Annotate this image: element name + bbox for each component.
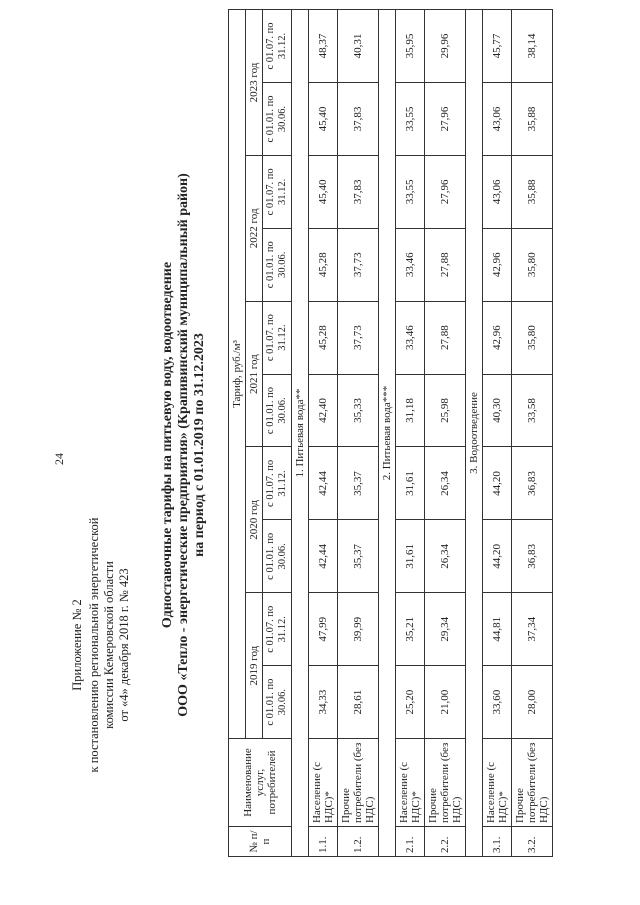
row-number: 3.1. xyxy=(483,827,512,857)
header-half-1: с 01.01. по 30.06. xyxy=(263,520,292,593)
tariff-value: 35,37 xyxy=(338,520,379,593)
tariff-value: 45,77 xyxy=(483,10,512,83)
tariff-value: 31,18 xyxy=(396,374,425,447)
tariff-value: 47,99 xyxy=(309,593,338,666)
tariff-value: 45,28 xyxy=(309,228,338,301)
appendix-line: к постановлению региональной энергетической xyxy=(87,517,101,773)
tariff-value: 35,80 xyxy=(512,228,553,301)
tariff-value: 48,37 xyxy=(309,10,338,83)
tariff-value: 27,88 xyxy=(425,228,466,301)
row-number: 2.1. xyxy=(396,827,425,857)
document-title-line: на период с 01.01.2019 по 31.12.2023 xyxy=(192,333,207,557)
header-year: 2019 год xyxy=(246,593,263,739)
tariff-value: 40,31 xyxy=(338,10,379,83)
tariff-value: 35,88 xyxy=(512,83,553,156)
table-row xyxy=(512,10,553,857)
document-title-line: Одноставочные тарифы на питьевую воду, водоотведение xyxy=(160,261,175,629)
tariff-value: 42,96 xyxy=(483,301,512,374)
header-year: 2022 год xyxy=(246,155,263,301)
section-row xyxy=(292,10,309,857)
page-number: 24 xyxy=(52,453,66,465)
tariff-value: 42,96 xyxy=(483,228,512,301)
tariff-value: 39,99 xyxy=(338,593,379,666)
table-row xyxy=(396,10,425,857)
tariff-value: 45,28 xyxy=(309,301,338,374)
tariff-value: 31,61 xyxy=(396,447,425,520)
header-half-2: с 01.07. по 31.12. xyxy=(263,301,292,374)
tariff-value: 31,61 xyxy=(396,520,425,593)
appendix-title: Приложение № 2 xyxy=(70,599,84,691)
header-year: 2023 год xyxy=(246,10,263,156)
header-half-1: с 01.01. по 30.06. xyxy=(263,228,292,301)
consumer-name: Население (с НДС)* xyxy=(396,739,425,827)
appendix-block xyxy=(70,480,132,810)
tariff-value: 25,20 xyxy=(396,666,425,739)
consumer-name: Прочие потребители (без НДС) xyxy=(425,739,466,827)
tariff-value: 35,37 xyxy=(338,447,379,520)
tariff-value: 37,83 xyxy=(338,83,379,156)
tariff-value: 40,30 xyxy=(483,374,512,447)
header-year: 2021 год xyxy=(246,301,263,447)
tariff-value: 45,40 xyxy=(309,83,338,156)
header-half-1: с 01.01. по 30.06. xyxy=(263,374,292,447)
tariff-value: 42,44 xyxy=(309,447,338,520)
tariff-value: 35,88 xyxy=(512,155,553,228)
header-num: № п/п xyxy=(229,827,292,857)
tariff-value: 21,00 xyxy=(425,666,466,739)
header-half-1: с 01.01. по 30.06. xyxy=(263,83,292,156)
appendix-line: комиссии Кемеровской области xyxy=(102,561,116,729)
header-year: 2020 год xyxy=(246,447,263,593)
tariff-value: 28,00 xyxy=(512,666,553,739)
tariff-value: 27,88 xyxy=(425,301,466,374)
tariff-value: 35,80 xyxy=(512,301,553,374)
tariff-value: 27,96 xyxy=(425,155,466,228)
consumer-name: Население (с НДС)* xyxy=(309,739,338,827)
tariff-value: 33,46 xyxy=(396,228,425,301)
tariff-value: 33,46 xyxy=(396,301,425,374)
consumer-name: Прочие потребители (без НДС) xyxy=(338,739,379,827)
tariff-value: 33,55 xyxy=(396,155,425,228)
section-row xyxy=(379,10,396,857)
tariff-value: 25,98 xyxy=(425,374,466,447)
tariff-value: 43,06 xyxy=(483,83,512,156)
tariff-value: 38,14 xyxy=(512,10,553,83)
row-number: 2.2. xyxy=(425,827,466,857)
header-name: Наименование услуг, потребителей xyxy=(229,739,292,827)
table-row xyxy=(483,10,512,857)
tariff-table xyxy=(228,9,553,857)
row-number: 3.2. xyxy=(512,827,553,857)
appendix-line: от «4» декабря 2018 г. № 423 xyxy=(117,568,131,722)
tariff-value: 37,83 xyxy=(338,155,379,228)
tariff-value: 44,81 xyxy=(483,593,512,666)
header-half-1: с 01.01. по 30.06. xyxy=(263,666,292,739)
tariff-value: 44,20 xyxy=(483,520,512,593)
tariff-value: 36,83 xyxy=(512,520,553,593)
tariff-value: 29,96 xyxy=(425,10,466,83)
document-title-line: ООО «Тепло - энергетические предприятия» (Крапивинский муниципальный район) xyxy=(176,173,191,717)
header-half-2: с 01.07. по 31.12. xyxy=(263,155,292,228)
tariff-value: 37,73 xyxy=(338,301,379,374)
header-half-2: с 01.07. по 31.12. xyxy=(263,447,292,520)
section-title: 3. Водоотведение xyxy=(466,10,483,857)
tariff-value: 42,44 xyxy=(309,520,338,593)
consumer-name: Прочие потребители (без НДС) xyxy=(512,739,553,827)
row-number: 1.1. xyxy=(309,827,338,857)
tariff-value: 36,83 xyxy=(512,447,553,520)
row-number: 1.2. xyxy=(338,827,379,857)
tariff-value: 26,34 xyxy=(425,447,466,520)
tariff-value: 42,40 xyxy=(309,374,338,447)
tariff-value: 26,34 xyxy=(425,520,466,593)
tariff-value: 33,60 xyxy=(483,666,512,739)
section-title: 1. Питьевая вода** xyxy=(292,10,309,857)
tariff-value: 27,96 xyxy=(425,83,466,156)
tariff-value: 43,06 xyxy=(483,155,512,228)
table-row xyxy=(338,10,379,857)
tariff-value: 45,40 xyxy=(309,155,338,228)
section-title: 2. Питьевая вода*** xyxy=(379,10,396,857)
header-half-2: с 01.07. по 31.12. xyxy=(263,593,292,666)
tariff-value: 34,33 xyxy=(309,666,338,739)
section-row xyxy=(466,10,483,857)
consumer-name: Население (с НДС)* xyxy=(483,739,512,827)
tariff-value: 33,55 xyxy=(396,83,425,156)
header-tariff: Тариф, руб./м³ xyxy=(229,10,246,739)
tariff-value: 35,21 xyxy=(396,593,425,666)
tariff-value: 37,73 xyxy=(338,228,379,301)
tariff-value: 29,34 xyxy=(425,593,466,666)
tariff-value: 28,61 xyxy=(338,666,379,739)
tariff-value: 33,58 xyxy=(512,374,553,447)
document-title xyxy=(160,65,208,825)
table-row xyxy=(425,10,466,857)
tariff-value: 35,95 xyxy=(396,10,425,83)
tariff-value: 37,34 xyxy=(512,593,553,666)
header-half-2: с 01.07. по 31.12. xyxy=(263,10,292,83)
table-row xyxy=(309,10,338,857)
tariff-value: 35,33 xyxy=(338,374,379,447)
tariff-value: 44,20 xyxy=(483,447,512,520)
